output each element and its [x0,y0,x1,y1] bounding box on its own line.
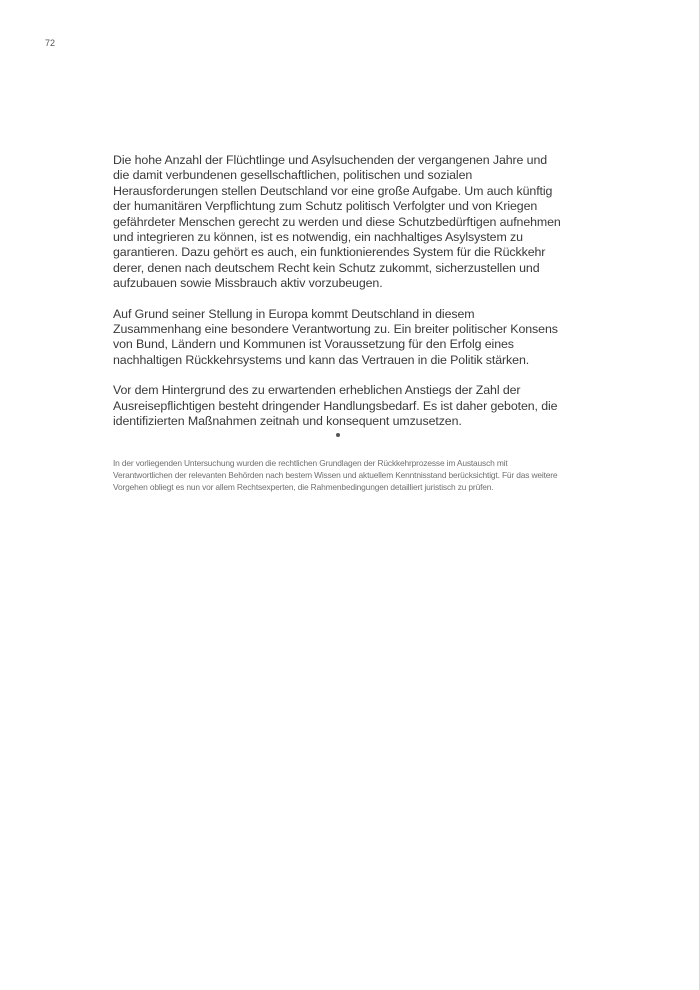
main-text-block [113,153,565,445]
page-number: 72 [45,38,56,48]
paragraph-2: Auf Grund seiner Stellung in Europa kommt Deutschland in diesem Zusammenhang eine besondere Verantwortung zu. Ein breiter politischer Konsens von Bund, Ländern und Kommunen ist Voraussetzung für den Erfolg eines nachhaltigen Rückkehrsystems und kann das Vertrauen in die Politik stärken. [113,306,558,367]
paragraph-1: Die hohe Anzahl der Flüchtlinge und Asylsuchenden der vergangenen Jahre und die damit verbundenen gesellschaftlichen, politischen und sozialen Herausforderungen stellen Deutschland vor eine große Aufgabe. Um auch künftig der humanitären Verpflichtung zum Schutz politisch Verfolgter und von Kriegen gefährdeter Menschen gerecht zu werden und diese Schutzbedürftigen aufnehmen und integrieren zu können, ist es notwendig, ein nachhaltiges Asylsystem zu garantieren. Dazu gehört es auch, ein funktionierendes System für die Rückkehr derer, denen nach deutschem Recht kein Schutz zukommt, sicherzustellen und aufzubauen sowie Missbrauch aktiv vorzubeugen. [113,153,561,291]
bullet-separator-icon [336,433,340,437]
footnote-text: In der vorliegenden Untersuchung wurden die rechtlichen Grundlagen der Rückkehrprozesse im Austausch mit Verantwortlichen der relevanten Behörden nach bestem Wissen und aktuellem Kenntnisstand berücksichtigt. Für das weitere Vorgehen obliegt es nun vor allem Rechtsexperten, die Rahmenbedingungen detailliert juristisch zu prüfen. [113,458,558,492]
paragraph-3: Vor dem Hintergrund des zu erwartenden erheblichen Anstiegs der Zahl der Ausreisepflichtigen besteht dringender Handlungsbedarf. Es ist daher geboten, die identifizierten Maßnahmen zeitnah und konsequent umzusetzen. [113,383,558,429]
